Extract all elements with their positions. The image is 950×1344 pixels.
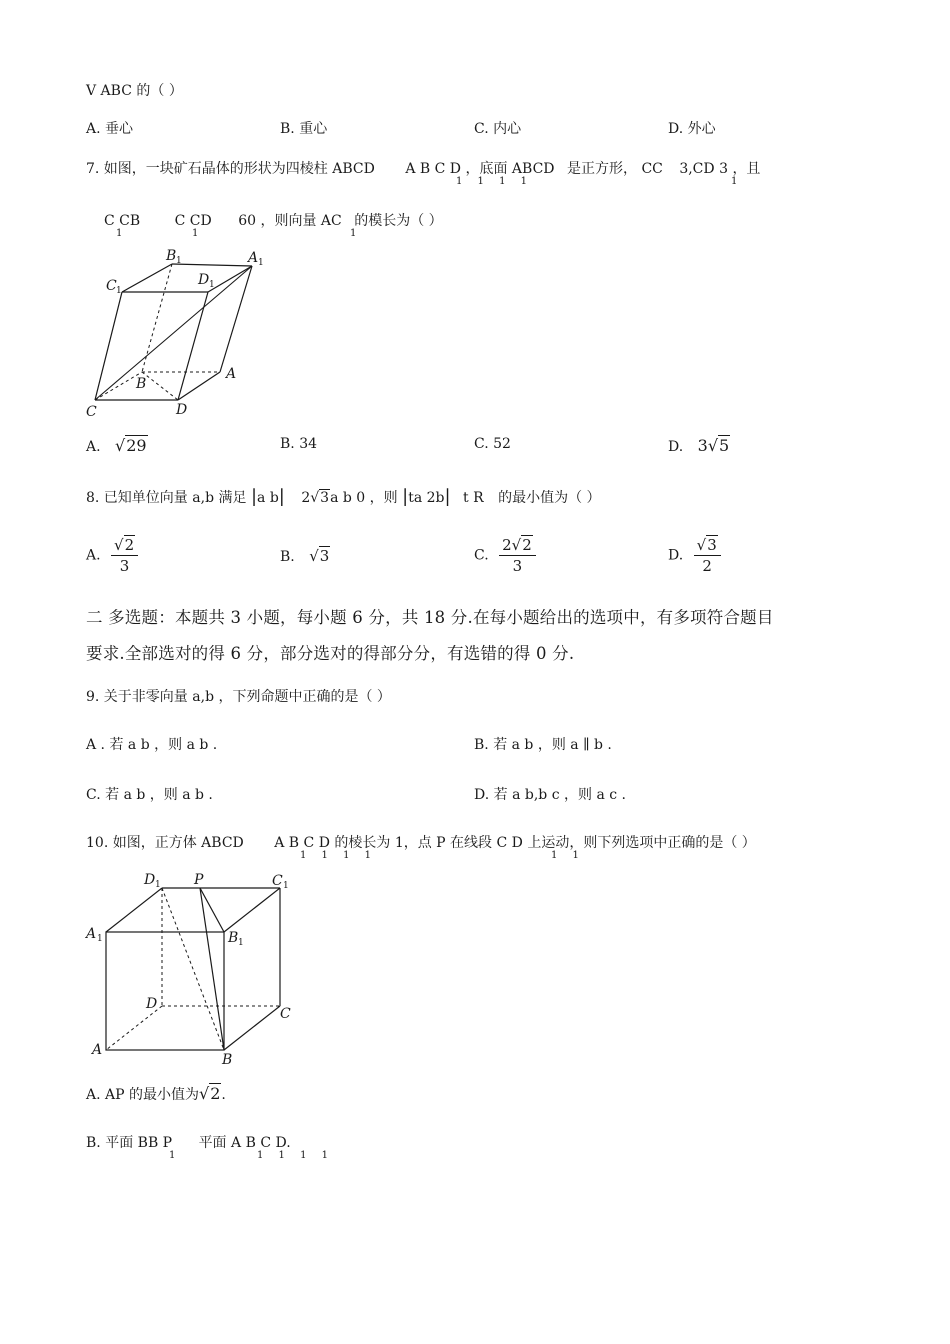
q7-subscripts-a: 1 1 1 1 <box>456 176 533 187</box>
q7-stem-line1 <box>86 158 760 178</box>
label-b1: B <box>166 248 177 264</box>
label-b1: B <box>228 930 239 946</box>
label-d: D <box>176 402 188 418</box>
label-c: C <box>280 1006 291 1022</box>
q7-math-a1b1c1d1: A B C D <box>405 161 462 177</box>
q7-math-ac1: AC <box>320 213 342 229</box>
q9-option-a: A . 若 a b ，则 a b . <box>86 737 218 753</box>
label-d1: D <box>144 872 156 888</box>
label-c: C <box>86 404 97 420</box>
q8-option-a: A. $\frac{√2}{3}$ <box>86 536 138 575</box>
label-b: B <box>222 1052 233 1068</box>
q8-option-b: B. √3 <box>280 547 330 565</box>
q6-option-d: D. 外心 <box>668 121 716 137</box>
q10-optb-subscript-1: 1 <box>169 1150 176 1161</box>
label-a1: A <box>248 250 259 266</box>
q7-math-c1cd: C CD <box>174 213 212 229</box>
q7-subscript-1: 1 <box>116 228 123 239</box>
label-d1: D <box>198 272 210 288</box>
q8-option-c: C. $\frac{2√2}{3}$ <box>474 536 536 575</box>
q7-math-cc1: CC <box>641 161 663 177</box>
label-sub: 1 <box>176 256 182 266</box>
q6-option-a: A. 垂心 <box>86 121 134 137</box>
label-sub: 1 <box>283 881 289 891</box>
label-a: A <box>226 366 237 382</box>
q7-math-c1cb: C CB <box>104 213 141 229</box>
label-c1: C <box>272 873 283 889</box>
q9-option-c: C. 若 a b ，则 a b . <box>86 787 213 803</box>
q7-math-abcd: ABCD <box>332 161 375 177</box>
section2-heading-line2: 要求.全部选对的得 6 分，部分选对的得部分分，有选错的得 0 分. <box>86 644 575 663</box>
q7-option-d: D. 3√5 <box>668 436 730 455</box>
label-c1: C <box>106 278 117 294</box>
q9-stem: 9. 关于非零向量 a,b ，下列命题中正确的是（ ） <box>86 689 391 705</box>
q10-figure-cube <box>84 868 300 1068</box>
q10-stem: 10. 如图，正方体 ABCD A B C D 的棱长为 1，点 P 在线段 C D 上运动，则下列选项中正确的是（ ） <box>86 835 756 851</box>
label-sub: 1 <box>97 934 103 944</box>
label-a: A <box>92 1042 103 1058</box>
q10-subscripts-b: 1 1 <box>551 850 585 861</box>
label-sub: 1 <box>116 286 122 296</box>
q8-stem: 8. 已知单位向量 a,b 满足 |a b| 2√3a b 0 ，则 |ta 2b| t R 的最小值为（ ） <box>86 486 601 507</box>
q7-option-a: A. √29 <box>86 436 147 455</box>
q9-option-b: B. 若 a b ，则 a ∥ b . <box>474 737 612 753</box>
q7-text: 是正方形， <box>566 161 637 177</box>
label-sub: 1 <box>258 258 264 268</box>
q7-stem-line2 <box>104 210 443 230</box>
q7-text: 7. 如图，一块矿石晶体的形状为四棱柱 <box>86 161 328 177</box>
label-sub: 1 <box>155 880 161 890</box>
q10-subscripts-a: 1 1 1 1 <box>300 850 377 861</box>
q7-text: 的模长为（ ） <box>354 213 443 229</box>
q7-math-lengths: 3,CD 3 <box>679 161 728 177</box>
q6-stem-tail: V ABC 的（ ） <box>86 83 183 99</box>
section2-heading-line1: 二 多选题：本题共 3 小题，每小题 6 分，共 18 分.在每小题给出的选项中，有多项符合题目 <box>86 608 774 627</box>
q9-option-d: D. 若 a b,b c ，则 a c . <box>474 787 626 803</box>
label-b: B <box>136 376 147 392</box>
q6-option-b: B. 重心 <box>280 121 328 137</box>
q7-text: ，且 <box>732 161 761 177</box>
label-sub: 1 <box>238 938 244 948</box>
q7-math-abcd-base: ABCD <box>511 161 555 177</box>
q7-math-60: 60 <box>238 213 257 229</box>
q10-option-a: A. AP 的最小值为√2. <box>86 1084 226 1103</box>
label-sub: 1 <box>209 280 215 290</box>
label-d: D <box>146 996 158 1012</box>
q7-subscript-2: 1 <box>192 228 199 239</box>
q6-option-c: C. 内心 <box>474 121 522 137</box>
q7-text: ，则向量 <box>260 213 317 229</box>
q8-option-d: D. $\frac{√3}{2}$ <box>668 536 721 575</box>
q7-figure-prism <box>80 246 280 422</box>
label-a1: A <box>86 926 97 942</box>
label-p: P <box>194 872 204 888</box>
q10-option-b: B. 平面 BB P 平面 A B C D. <box>86 1135 291 1151</box>
q10-optb-subscripts-2: 1 1 1 1 <box>257 1150 334 1161</box>
q7-option-b: B. 34 <box>280 436 318 452</box>
q7-text: ，底面 <box>465 161 508 177</box>
q7-option-c: C. 52 <box>474 436 511 452</box>
q7-subscript-3: 1 <box>350 228 357 239</box>
q7-subscript-cc1: 1 <box>731 176 738 187</box>
